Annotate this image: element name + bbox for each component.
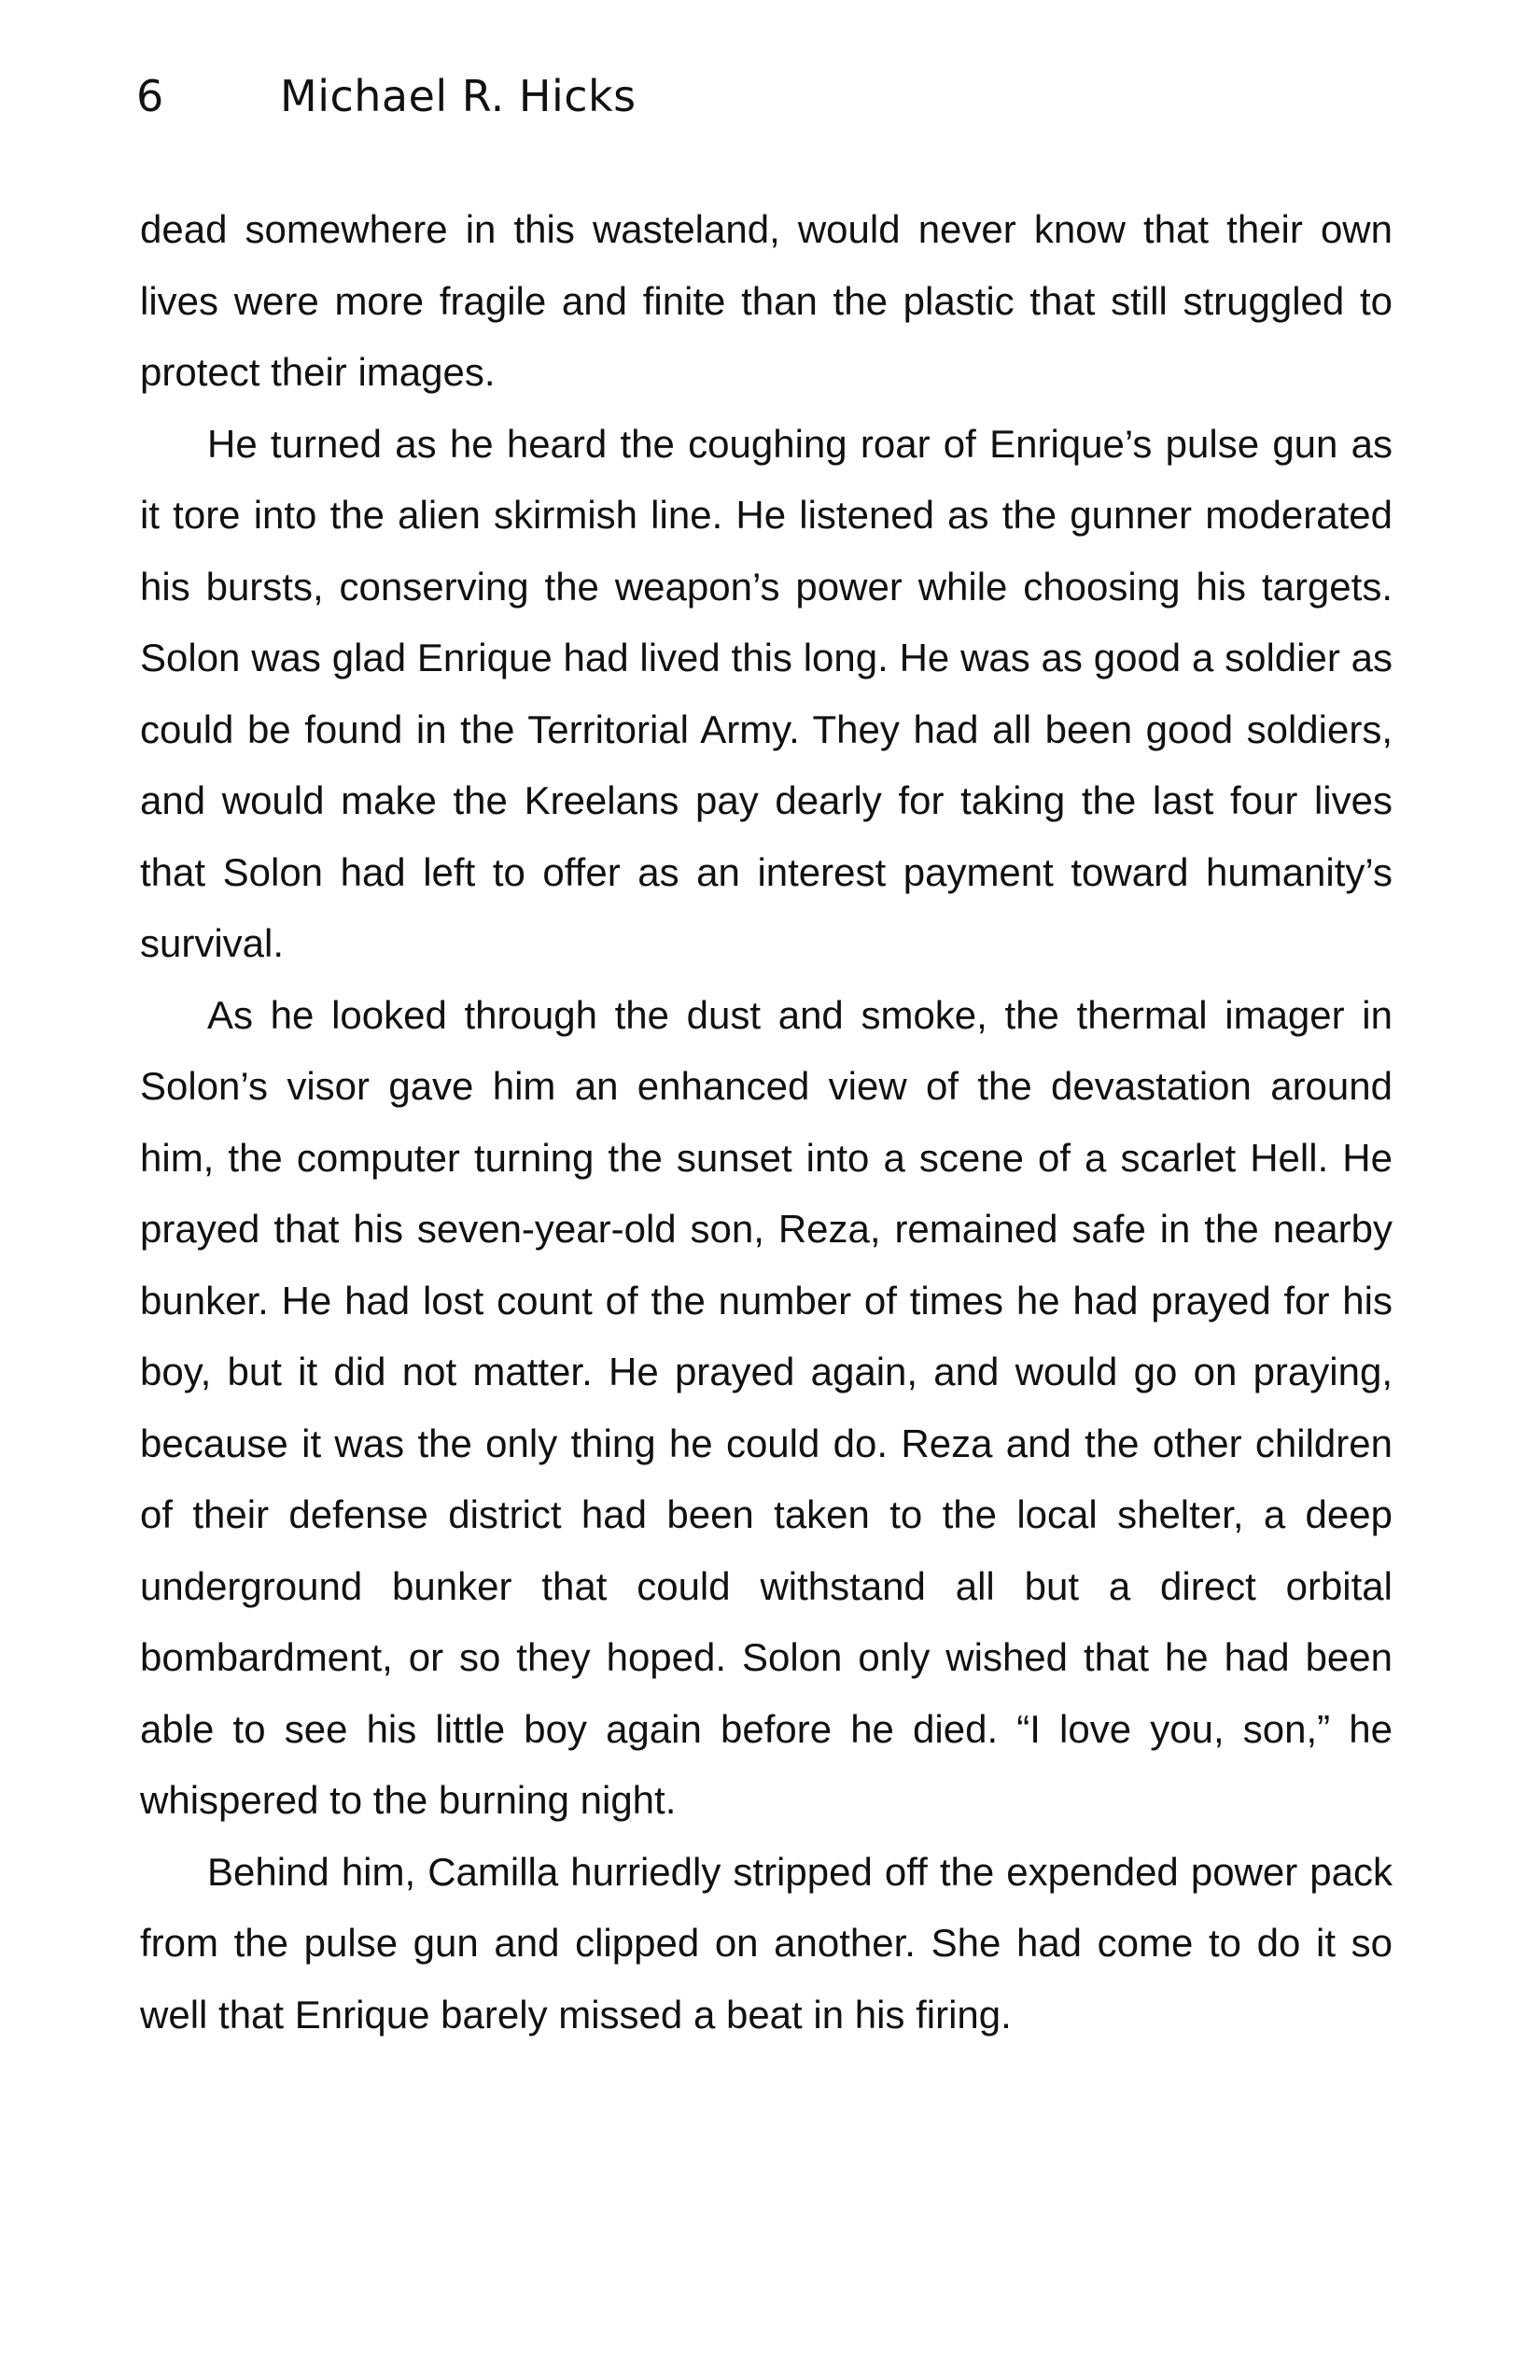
paragraph-continued: dead somewhere in this wasteland, would never know that their own lives were more fragile and finite than the plastic that still struggled to protect their images. xyxy=(140,207,1393,394)
running-head xyxy=(136,71,637,127)
paragraph: Behind him, Camilla hurriedly stripped off the expended power pack from the pulse gun and clipped on another. She had come to do it so well that Enrique barely missed a beat in his firing. xyxy=(140,1849,1393,2037)
paragraph: He turned as he heard the coughing roar of Enrique’s pulse gun as it tore into the alien skirmish line. He listened as the gunner moderated his bursts, conserving the weapon’s power while choosing his targets. Solon was glad Enrique had lived this long. He was as good a soldier as could be found in the Territorial Army. They had all been good soldiers, and would make the Kreelans pay dearly for taking the last four lives that Solon had left to offer as an interest payment toward humanity’s survival. xyxy=(140,421,1393,965)
running-head-author: Michael R. Hicks xyxy=(280,71,637,121)
paragraph: As he looked through the dust and smoke, the thermal imager in Solon’s visor gave him an enhanced view of the devastation around him, the computer turning the sunset into a scene of a scarlet Hell. He prayed that his seven-year-old son, Reza, remained safe in the nearby bunker. He had lost count of the number of times he had prayed for his boy, but it did not matter. He prayed again, and would go on praying, because it was the only thing he could do. Reza and the other children of their defense district had been taken to the local shelter, a deep underground bunker that could withstand all but a direct orbital bombardment, or so they hoped. Solon only wished that he had been able to see his little boy again before he died. “I love you, son,” he whispered to the burning night. xyxy=(140,992,1393,1822)
page-number: 6 xyxy=(136,71,164,121)
body-text xyxy=(140,194,1393,2051)
